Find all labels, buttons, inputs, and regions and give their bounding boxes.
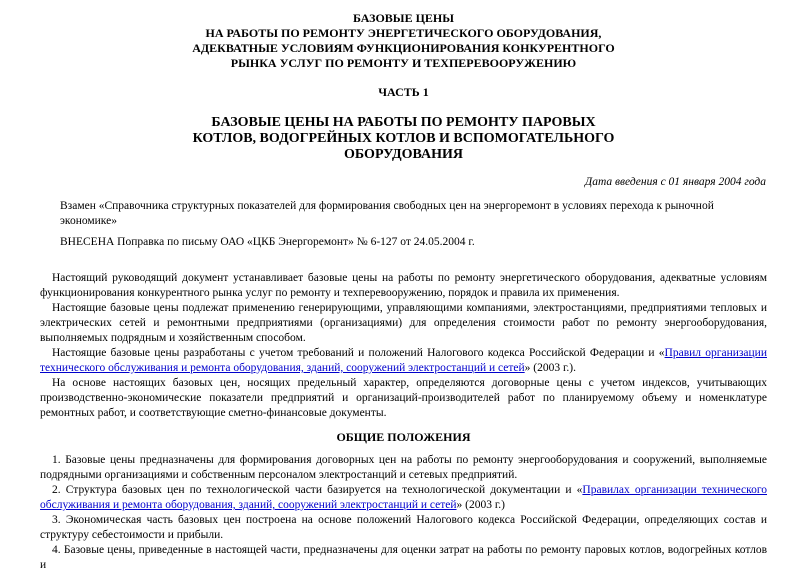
general-item-2-text-after: » (2003 г.) xyxy=(456,499,506,511)
general-provisions-section xyxy=(40,453,767,573)
date-introduced: Дата введения с 01 января 2004 года xyxy=(584,176,766,188)
header-line: АДЕКВАТНЫЕ УСЛОВИЯМ ФУНКЦИОНИРОВАНИЯ КОНКУРЕНТНОГО xyxy=(192,41,615,55)
general-item-4: 4. Базовые цены, приведенные в настоящей части, предназначены для оценки затрат на работы по ремонту паровых котлов, водогрейных котлов и xyxy=(40,544,767,571)
part-title-line: БАЗОВЫЕ ЦЕНЫ НА РАБОТЫ ПО РЕМОНТУ ПАРОВЫХ xyxy=(211,115,596,130)
amendment-note: ВНЕСЕНА Поправка по письму ОАО «ЦКБ Энергоремонт» № 6-127 от 24.05.2004 г. xyxy=(60,236,475,248)
document-header xyxy=(40,0,767,71)
general-item-1: 1. Базовые цены предназначены для формирования договорных цен на работы по ремонту энергооборудования и сооружений, выполняемые подрядными организациями и собственным персоналом электростанций и сетевых предприятий. xyxy=(40,454,767,481)
intro-paragraph-3-text-before: Настоящие базовые цены разработаны с учетом требований и положений Налогового кодекса Российской Федерации и « xyxy=(52,347,665,359)
part-label: ЧАСТЬ 1 xyxy=(378,85,429,99)
intro-paragraph-1: Настоящий руководящий документ устанавливает базовые цены на работы по ремонту энергетического оборудования, адекватные условиям функционирования конкурентного рынка услуг по ремонту и техперевооружению, порядок и правила их применения. xyxy=(40,272,767,299)
intro-paragraph-4: На основе настоящих базовых цен, носящих предельный характер, определяются договорные цены с учетом индексов, учитывающих производственно-экономические показатели предприятий и организаций-производителей работ по планируемому объему и номенклатуре ремонтных работ, и соответствующие сметно-финансовые документы. xyxy=(40,377,767,419)
rules-link[interactable]: Правил организации технического обслуживания и ремонта оборудования, зданий, сооружений электростанций и сетей xyxy=(40,347,767,374)
general-item-3: 3. Экономическая часть базовых цен построена на основе положений Налогового кодекса Российской Федерации, определяющих состав и структуру себестоимости и прибыли. xyxy=(40,514,767,541)
intro-paragraph-3-text-after: » (2003 г.). xyxy=(524,362,577,374)
general-item-2-text-before: 2. Структура базовых цен по технологической части базируется на технологической документации и « xyxy=(52,484,583,496)
general-provisions-title: ОБЩИЕ ПОЛОЖЕНИЯ xyxy=(336,430,471,444)
part-title xyxy=(40,115,767,163)
header-line: БАЗОВЫЕ ЦЕНЫ xyxy=(352,11,455,25)
intro-paragraph-3 xyxy=(40,346,767,376)
part-title-line: ОБОРУДОВАНИЯ xyxy=(344,147,463,162)
header-line: РЫНКА УСЛУГ ПО РЕМОНТУ И ТЕХПЕРЕВООРУЖЕНИЮ xyxy=(230,56,577,70)
part-title-line: КОТЛОВ, ВОДОГРЕЙНЫХ КОТЛОВ И ВСПОМОГАТЕЛЬНОГО xyxy=(192,131,615,146)
header-line: НА РАБОТЫ ПО РЕМОНТУ ЭНЕРГЕТИЧЕСКОГО ОБОРУДОВАНИЯ, xyxy=(205,26,602,40)
general-item-2 xyxy=(40,483,767,513)
intro-paragraph-2: Настоящие базовые цены подлежат применению генерирующими, управляющими компаниями, электростанциями, предприятиями тепловых и электрических сетей и ремонтными предприятиями (организациями) для определения стоимости работ по ремонту энергооборудования, выполняемых подрядным и хозяйственным способом. xyxy=(40,302,767,344)
intro-section xyxy=(40,271,767,421)
rules-link[interactable]: Правилах организации технического обслуживания и ремонта оборудования, зданий, сооружений электростанций и сетей xyxy=(40,484,768,511)
replaces-note: Взамен «Справочника структурных показателей для формирования свободных цен на энергоремонт в условиях перехода к рыночной экономике» xyxy=(60,200,714,227)
